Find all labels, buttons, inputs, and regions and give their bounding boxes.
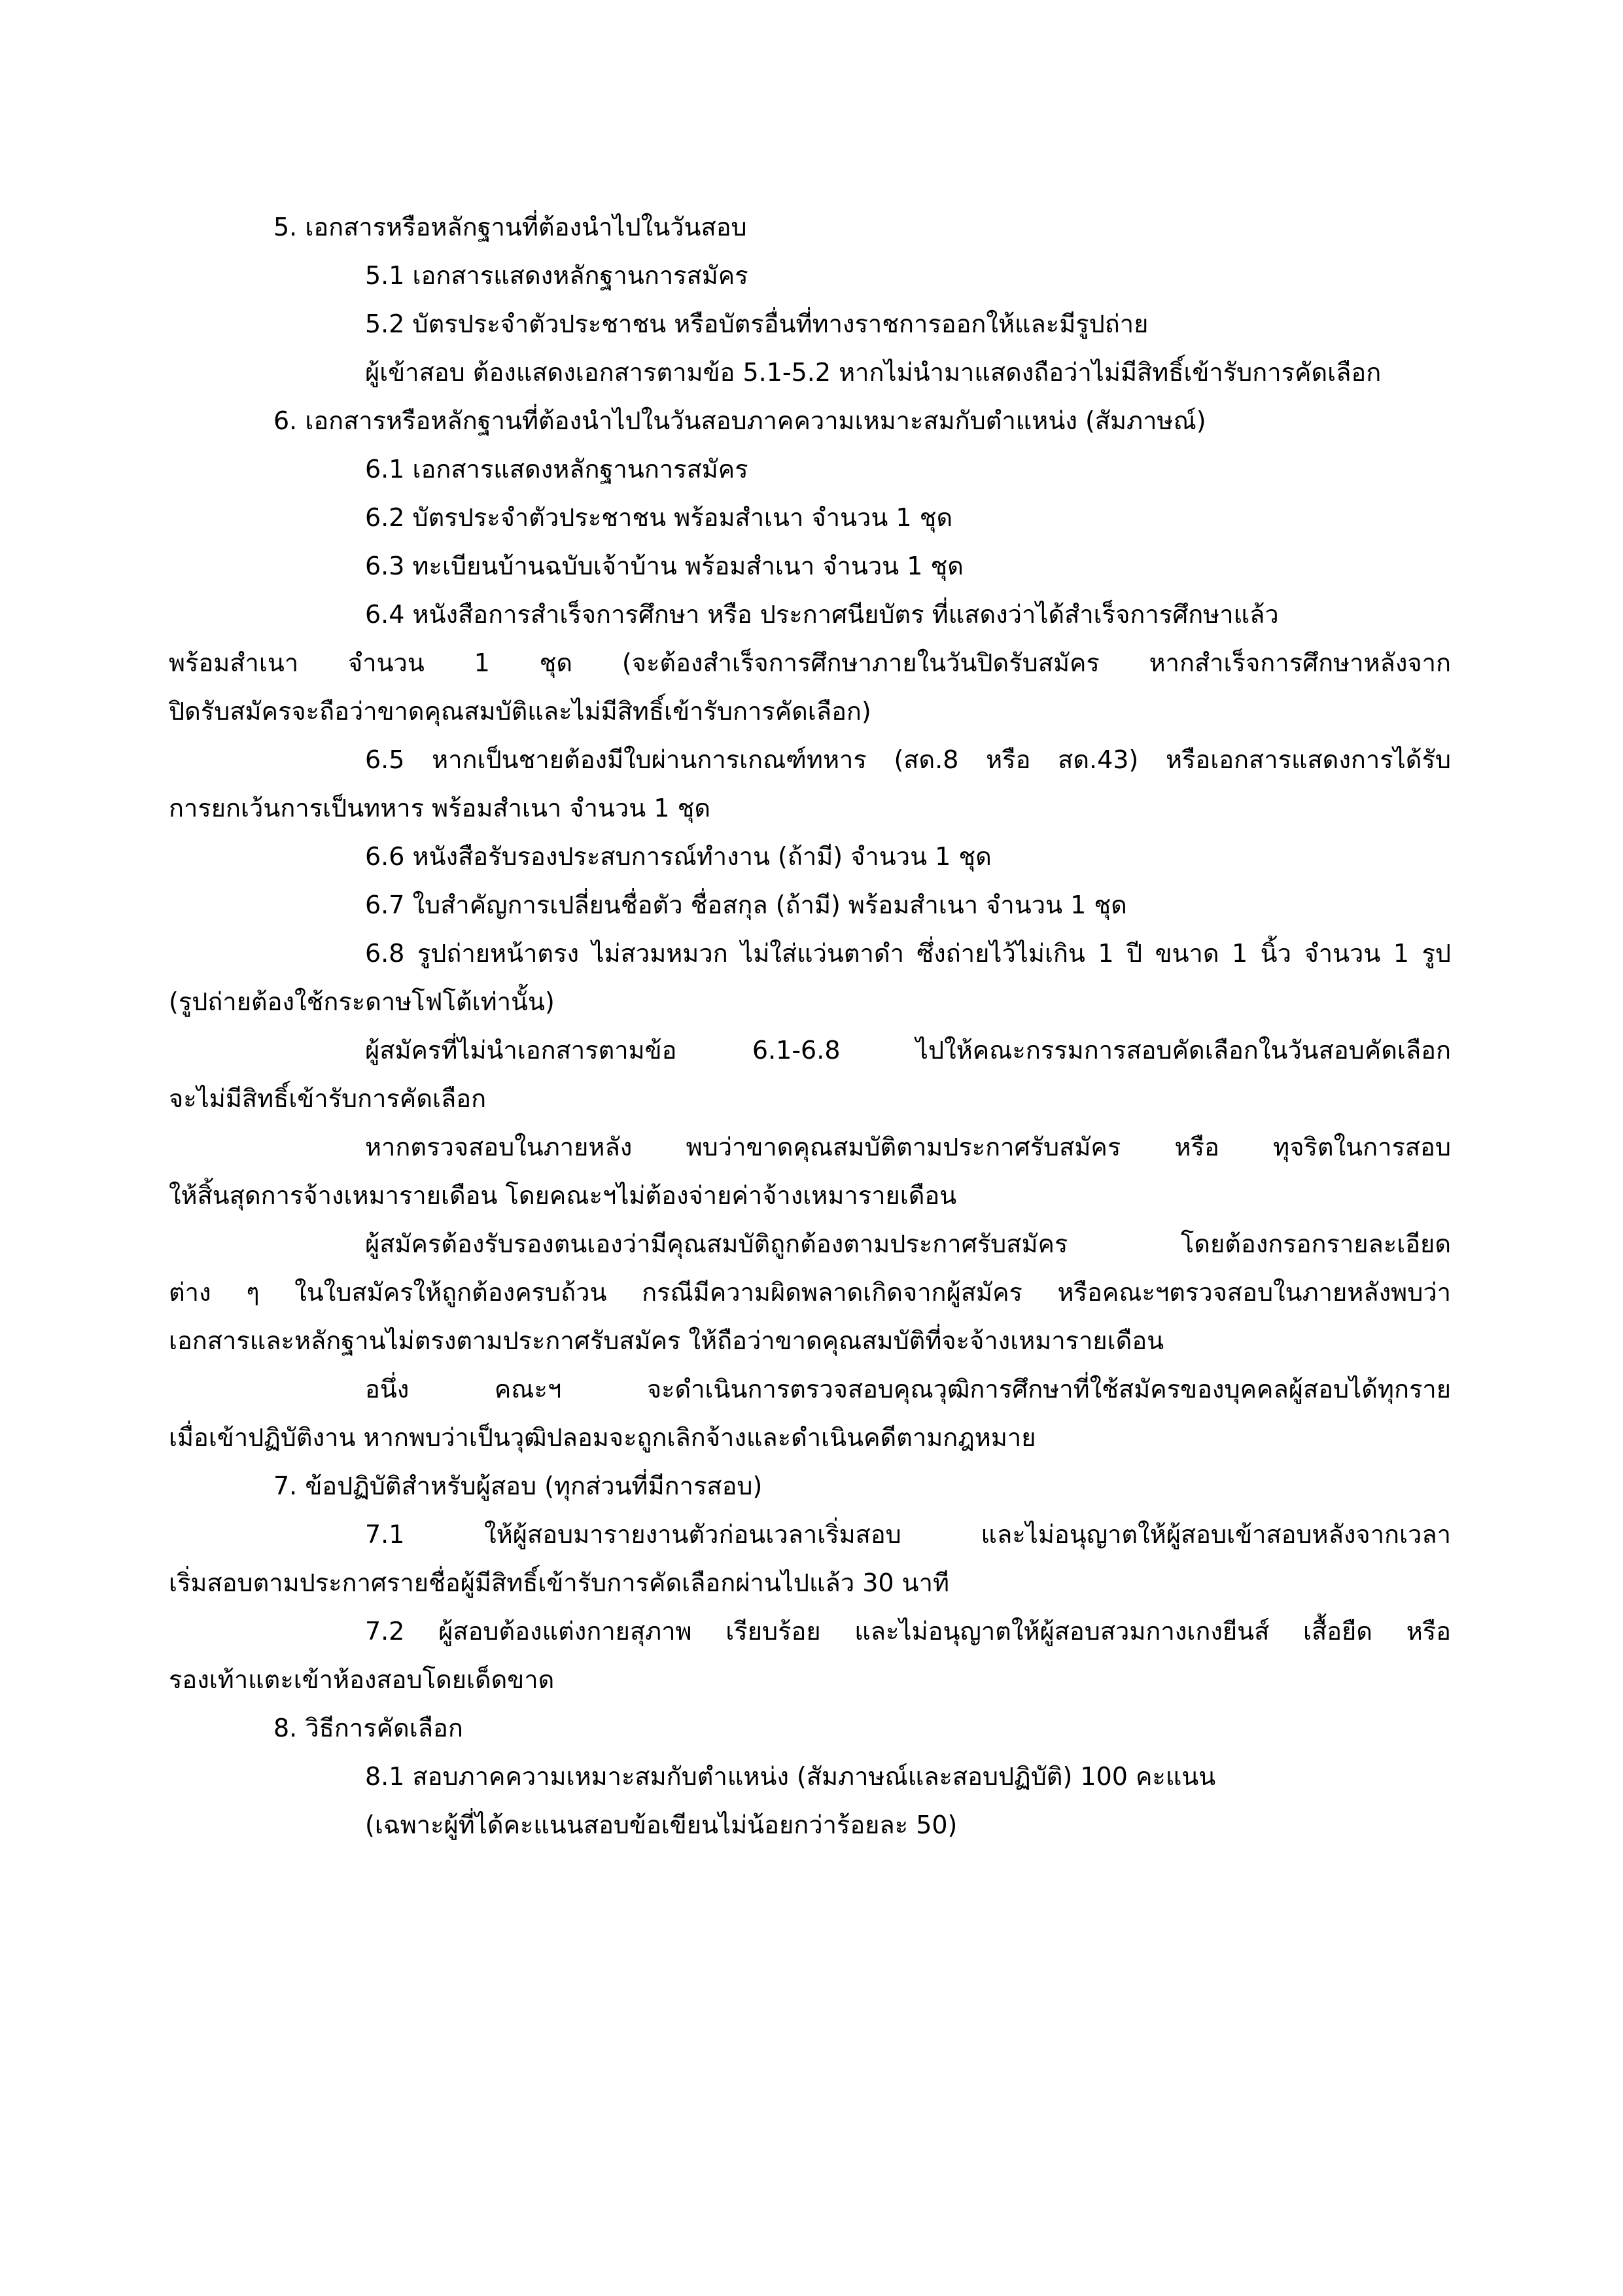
document-line: ผู้สมัครต้องรับรองตนเองว่ามีคุณสมบัติถูกต้องตามประกาศรับสมัคร โดยต้องกรอกรายละเอียด: [365, 1229, 1451, 1258]
document-line: 6.6 หนังสือรับรองประสบการณ์ทำงาน (ถ้ามี) จำนวน 1 ชุด: [365, 842, 992, 871]
document-line: 8.1 สอบภาคความเหมาะสมกับตำแหน่ง (สัมภาษณ์และสอบปฏิบัติ) 100 คะแนน: [365, 1762, 1216, 1791]
document-line: 6.5 หากเป็นชายต้องมีใบผ่านการเกณฑ์ทหาร (สด.8 หรือ สด.43) หรือเอกสารแสดงการได้รับ: [365, 745, 1451, 774]
document-line: 6.3 ทะเบียนบ้านฉบับเจ้าบ้าน พร้อมสำเนา จำนวน 1 ชุด: [365, 552, 964, 580]
document-line: (รูปถ่ายต้องใช้กระดาษโฟโต้เท่านั้น): [169, 987, 555, 1016]
document-line: 5.2 บัตรประจำตัวประชาชน หรือบัตรอื่นที่ทางราชการออกให้และมีรูปถ่าย: [365, 309, 1149, 338]
document-line: เอกสารและหลักฐานไม่ตรงตามประกาศรับสมัคร ให้ถือว่าขาดคุณสมบัติที่จะจ้างเหมารายเดือน: [169, 1326, 1164, 1355]
document-line: เริ่มสอบตามประกาศรายชื่อผู้มีสิทธิ์เข้ารับการคัดเลือกผ่านไปแล้ว 30 นาที: [169, 1568, 950, 1597]
document-line: เมื่อเข้าปฏิบัติงาน หากพบว่าเป็นวุฒิปลอมจะถูกเลิกจ้างและดำเนินคดีตามกฎหมาย: [169, 1423, 1036, 1452]
document-line: ต่าง ๆ ในใบสมัครให้ถูกต้องครบถ้วน กรณีมีความผิดพลาดเกิดจากผู้สมัคร หรือคณะฯตรวจสอบในภายหลังพบว่า: [169, 1278, 1451, 1307]
document-line: 7. ข้อปฏิบัติสำหรับผู้สอบ (ทุกส่วนที่มีการสอบ): [273, 1472, 763, 1500]
document-line: 5.1 เอกสารแสดงหลักฐานการสมัคร: [365, 261, 748, 290]
document-line: 7.1 ให้ผู้สอบมารายงานตัวก่อนเวลาเริ่มสอบ และไม่อนุญาตให้ผู้สอบเข้าสอบหลังจากเวลา: [365, 1520, 1451, 1549]
document-line: 6.7 ใบสำคัญการเปลี่ยนชื่อตัว ชื่อสกุล (ถ้ามี) พร้อมสำเนา จำนวน 1 ชุด: [365, 891, 1127, 919]
document-line: รองเท้าแตะเข้าห้องสอบโดยเด็ดขาด: [169, 1665, 555, 1694]
document-line: การยกเว้นการเป็นทหาร พร้อมสำเนา จำนวน 1 ชุด: [169, 794, 711, 822]
document-line: พร้อมสำเนา จำนวน 1 ชุด (จะต้องสำเร็จการศึกษาภายในวันปิดรับสมัคร หากสำเร็จการศึกษาหลังจาก: [169, 648, 1451, 677]
document-line: 8. วิธีการคัดเลือก: [273, 1714, 463, 1742]
document-line: 5. เอกสารหรือหลักฐานที่ต้องนำไปในวันสอบ: [273, 213, 747, 241]
document-line: ผู้เข้าสอบ ต้องแสดงเอกสารตามข้อ 5.1-5.2 หากไม่นำมาแสดงถือว่าไม่มีสิทธิ์เข้ารับการคัดเลือก: [365, 358, 1382, 387]
document-line: ผู้สมัครที่ไม่นำเอกสารตามข้อ 6.1-6.8 ไปให้คณะกรรมการสอบคัดเลือกในวันสอบคัดเลือก: [365, 1036, 1451, 1065]
document-line: 6. เอกสารหรือหลักฐานที่ต้องนำไปในวันสอบภาคความเหมาะสมกับตำแหน่ง (สัมภาษณ์): [273, 406, 1206, 435]
document-line: (เฉพาะผู้ที่ได้คะแนนสอบข้อเขียนไม่น้อยกว่าร้อยละ 50): [365, 1810, 958, 1839]
document-body: [169, 203, 1451, 1849]
document-line: 6.2 บัตรประจำตัวประชาชน พร้อมสำเนา จำนวน 1 ชุด: [365, 503, 953, 532]
document-line: ให้สิ้นสุดการจ้างเหมารายเดือน โดยคณะฯไม่ต้องจ่ายค่าจ้างเหมารายเดือน: [169, 1181, 957, 1210]
document-line: หากตรวจสอบในภายหลัง พบว่าขาดคุณสมบัติตามประกาศรับสมัคร หรือ ทุจริตในการสอบ: [365, 1133, 1451, 1161]
document-line: 7.2 ผู้สอบต้องแต่งกายสุภาพ เรียบร้อย และไม่อนุญาตให้ผู้สอบสวมกางเกงยีนส์ เสื้อยืด หรือ: [365, 1617, 1451, 1646]
document-line: 6.8 รูปถ่ายหน้าตรง ไม่สวมหมวก ไม่ใส่แว่นตาดำ ซึ่งถ่ายไว้ไม่เกิน 1 ปี ขนาด 1 นิ้ว จำนวน 1 รูป: [365, 939, 1451, 968]
document-line: 6.4 หนังสือการสำเร็จการศึกษา หรือ ประกาศนียบัตร ที่แสดงว่าได้สำเร็จการศึกษาแล้ว: [365, 600, 1279, 629]
document-line: ปิดรับสมัครจะถือว่าขาดคุณสมบัติและไม่มีสิทธิ์เข้ารับการคัดเลือก): [169, 697, 871, 726]
document-line: อนึ่ง คณะฯ จะดำเนินการตรวจสอบคุณวุฒิการศึกษาที่ใช้สมัครของบุคคลผู้สอบได้ทุกราย: [365, 1375, 1451, 1404]
document-line: 6.1 เอกสารแสดงหลักฐานการสมัคร: [365, 455, 748, 484]
document-line: จะไม่มีสิทธิ์เข้ารับการคัดเลือก: [169, 1084, 487, 1113]
